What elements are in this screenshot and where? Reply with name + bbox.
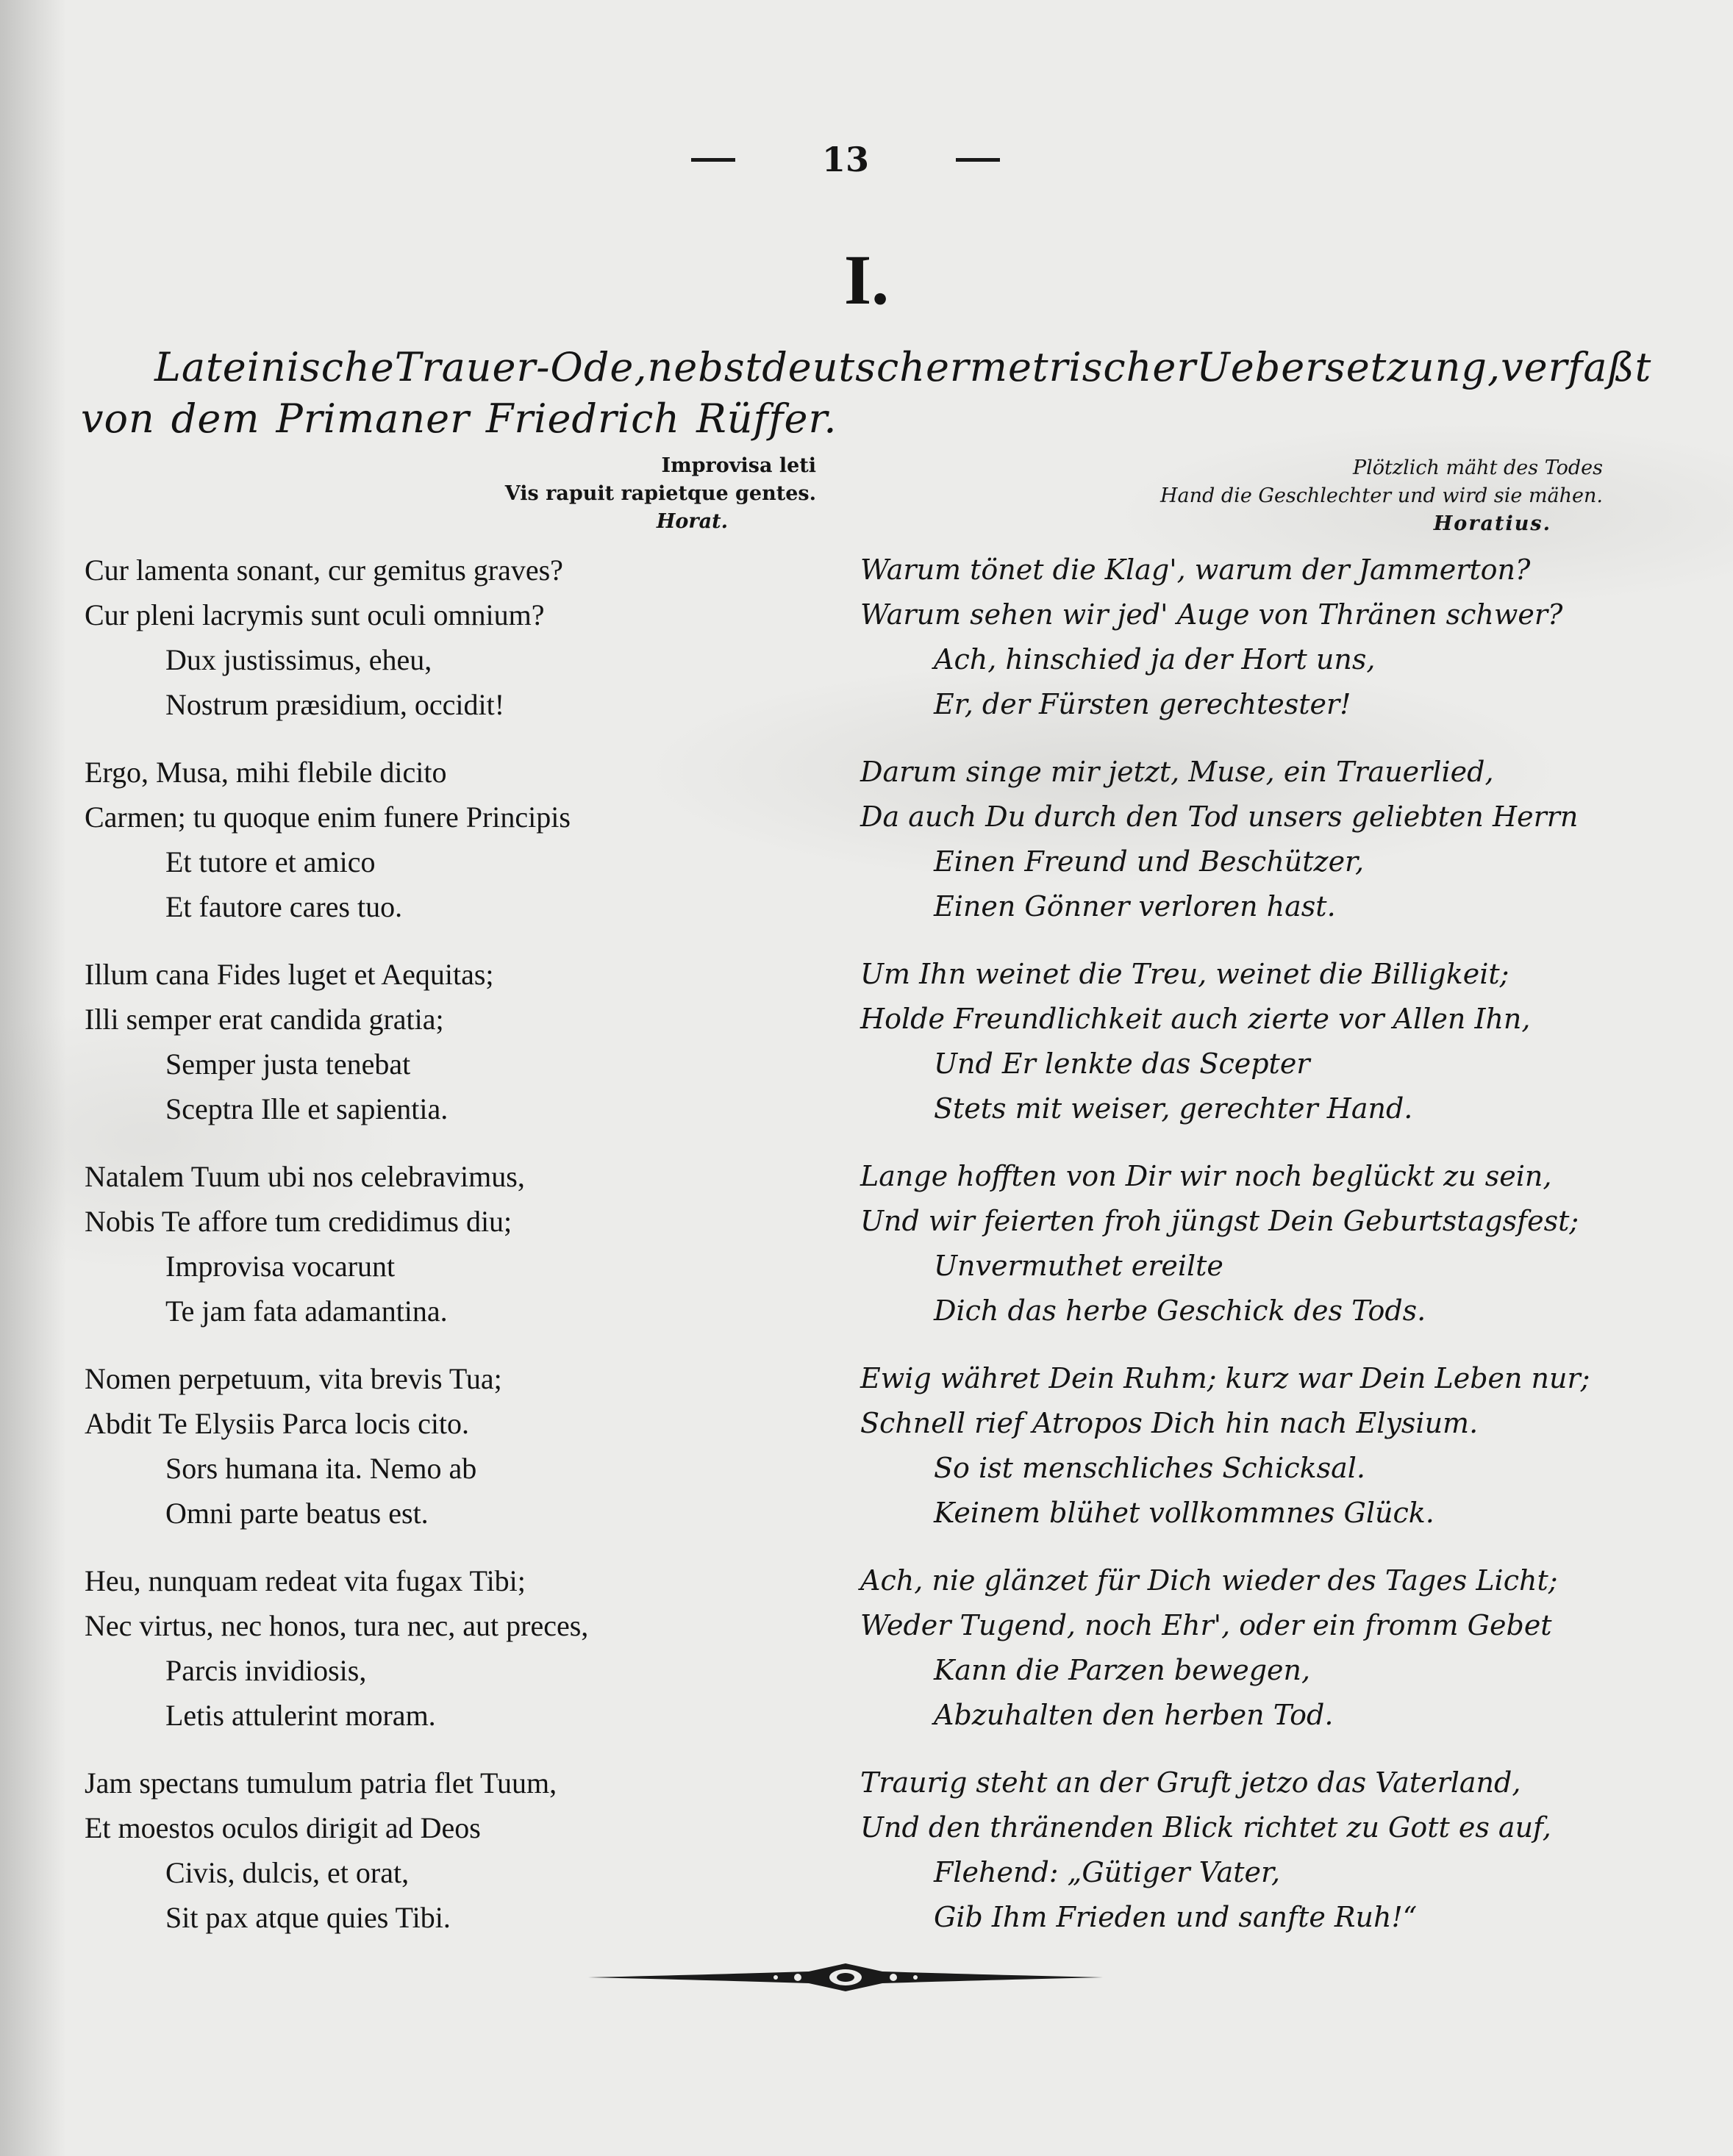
title-word: Primaner <box>276 395 470 442</box>
verse-line: Illi semper erat candida gratia; <box>85 1003 444 1036</box>
verse-line: Heu, nunquam redeat vita fugax Tibi; <box>85 1564 526 1597</box>
motto-source: Horatius. <box>1433 512 1551 535</box>
verse-line: Sceptra Ille et sapientia. <box>165 1092 449 1125</box>
verse-line: Und Er lenkte das Scepter <box>934 1047 1310 1080</box>
title-word: Rüffer. <box>696 395 837 442</box>
title-word: deutscher <box>762 344 970 390</box>
verse-line: Improvisa vocarunt <box>165 1250 396 1283</box>
verse-line: Und den thränenden Blick richtet zu Gott es auf, <box>860 1811 1551 1844</box>
header-dash-right <box>956 158 1000 162</box>
german-stanza <box>860 952 1618 1154</box>
verse-line: Letis attulerint moram. <box>165 1699 436 1732</box>
latin-stanza <box>85 1154 768 1356</box>
verse-line: Flehend: „Gütiger Vater, <box>934 1856 1281 1888</box>
german-stanza <box>860 1558 1618 1761</box>
title-word: dem <box>171 395 260 442</box>
verse-line: Parcis invidiosis, <box>165 1654 367 1687</box>
verse-line: Omni parte beatus est. <box>165 1497 429 1530</box>
verse-line: Dux justissimus, eheu, <box>165 643 432 676</box>
title-word: Trauer-Ode, <box>394 344 648 390</box>
verse-line: Lange hofften von Dir wir noch beglückt zu sein, <box>860 1160 1552 1192</box>
verse-line: Ewig währet Dein Ruhm; kurz war Dein Leben nur; <box>860 1362 1590 1394</box>
verse-line: Ach, hinschied ja der Hort uns, <box>934 643 1376 676</box>
motto-source: Horat. <box>656 510 728 533</box>
verse-line: Jam spectans tumulum patria flet Tuum, <box>85 1766 557 1799</box>
ornament-divider-icon <box>588 1959 1103 1996</box>
latin-stanza <box>85 952 768 1154</box>
verse-line: Nec virtus, nec honos, tura nec, aut preces, <box>85 1609 589 1642</box>
german-column <box>860 548 1618 1963</box>
latin-stanza <box>85 750 768 952</box>
title-word: metrischer <box>969 344 1197 390</box>
verse-line: Natalem Tuum ubi nos celebravimus, <box>85 1160 525 1193</box>
verse-line: Ach, nie glänzet für Dich wieder des Tages Licht; <box>860 1564 1558 1597</box>
verse-line: Und wir feierten froh jüngst Dein Geburtstagsfest; <box>860 1205 1579 1237</box>
motto-line: Hand die Geschlechter und wird sie mähen. <box>1160 484 1603 507</box>
verse-line: Et fautore cares tuo. <box>165 890 403 923</box>
title-word: von <box>81 395 155 442</box>
verse-line: Dich das herbe Geschick des Tods. <box>934 1294 1426 1327</box>
german-stanza <box>860 1761 1618 1963</box>
verse-line: Et moestos oculos dirigit ad Deos <box>85 1811 481 1844</box>
verse-line: Einen Gönner verloren hast. <box>934 890 1336 923</box>
verse-line: Cur pleni lacrymis sunt oculi omnium? <box>85 598 545 631</box>
title-word: verfaßt <box>1501 344 1652 390</box>
section-numeral: I. <box>843 240 890 319</box>
motto-line: Improvisa leti <box>661 454 816 477</box>
verse-line: Stets mit weiser, gerechter Hand. <box>934 1092 1413 1125</box>
latin-stanza <box>85 1761 768 1963</box>
title-word: Lateinische <box>154 344 395 390</box>
verse-line: Abdit Te Elysiis Parca locis cito. <box>85 1407 470 1440</box>
title-word: nebst <box>647 344 762 390</box>
verse-line: Cur lamenta sonant, cur gemitus graves? <box>85 554 563 587</box>
verse-line: Warum sehen wir jed' Auge von Thränen schwer? <box>860 598 1563 631</box>
verse-line: Nostrum præsidium, occidit! <box>165 688 505 721</box>
german-motto <box>1000 454 1603 538</box>
verse-line: Sors humana ita. Nemo ab <box>165 1452 477 1485</box>
latin-stanza <box>85 1558 768 1761</box>
verse-line: Keinem blühet vollkommnes Glück. <box>934 1497 1434 1529</box>
verse-line: Traurig steht an der Gruft jetzo das Vaterland, <box>860 1766 1521 1799</box>
poem-title <box>81 342 1652 445</box>
verse-line: Ergo, Musa, mihi flebile dicito <box>85 756 447 789</box>
verse-line: Kann die Parzen bewegen, <box>934 1654 1311 1686</box>
verse-line: Einen Freund und Beschützer, <box>934 845 1365 878</box>
title-line-2 <box>81 393 1607 445</box>
verse-line: Warum tönet die Klag', warum der Jammerton? <box>860 554 1531 586</box>
german-stanza <box>860 750 1618 952</box>
verse-line: Darum singe mir jetzt, Muse, ein Trauerlied, <box>860 756 1494 788</box>
header-dash-left <box>691 158 735 162</box>
title-line-1 <box>81 342 1652 393</box>
verse-line: Te jam fata adamantina. <box>165 1294 448 1328</box>
verse-line: Et tutore et amico <box>165 845 376 878</box>
verse-line: Carmen; tu quoque enim funere Principis <box>85 801 571 834</box>
verse-line: Um Ihn weinet die Treu, weinet die Billigkeit; <box>860 958 1509 990</box>
verse-line: Illum cana Fides luget et Aequitas; <box>85 958 494 991</box>
page-number: 13 <box>821 140 869 179</box>
german-stanza <box>860 1154 1618 1356</box>
motto-line: Vis rapuit rapietque gentes. <box>504 482 816 505</box>
german-stanza <box>860 1356 1618 1558</box>
title-word: Uebersetzung, <box>1196 344 1501 390</box>
verse-line: Nomen perpetuum, vita brevis Tua; <box>85 1362 502 1395</box>
verse-line: Abzuhalten den herben Tod. <box>934 1699 1334 1731</box>
verse-line: Weder Tugend, noch Ehr', oder ein fromm Gebet <box>860 1609 1552 1641</box>
latin-stanza <box>85 1356 768 1558</box>
verse-line: Semper justa tenebat <box>165 1047 411 1081</box>
verse-line: Schnell rief Atropos Dich hin nach Elysium. <box>860 1407 1479 1439</box>
verse-line: Er, der Fürsten gerechtester! <box>934 688 1351 720</box>
motto-line: Plötzlich mäht des Todes <box>1352 456 1603 479</box>
verse-line: So ist menschliches Schicksal. <box>934 1452 1366 1484</box>
verse-line: Nobis Te affore tum credidimus diu; <box>85 1205 512 1238</box>
verse-line: Da auch Du durch den Tod unsers geliebten Herrn <box>860 801 1579 833</box>
latin-stanza <box>85 548 768 750</box>
title-word: Friedrich <box>485 395 681 442</box>
verse-line: Sit pax atque quies Tibi. <box>165 1901 451 1934</box>
verse-line: Holde Freundlichkeit auch zierte vor Allen Ihn, <box>860 1003 1531 1035</box>
page-header <box>691 140 1000 179</box>
latin-column <box>85 548 768 1963</box>
german-stanza <box>860 548 1618 750</box>
latin-motto <box>382 452 816 536</box>
verse-line: Gib Ihm Frieden und sanfte Ruh!“ <box>934 1901 1418 1933</box>
verse-line: Unvermuthet ereilte <box>934 1250 1223 1282</box>
verse-line: Civis, dulcis, et orat, <box>165 1856 410 1889</box>
